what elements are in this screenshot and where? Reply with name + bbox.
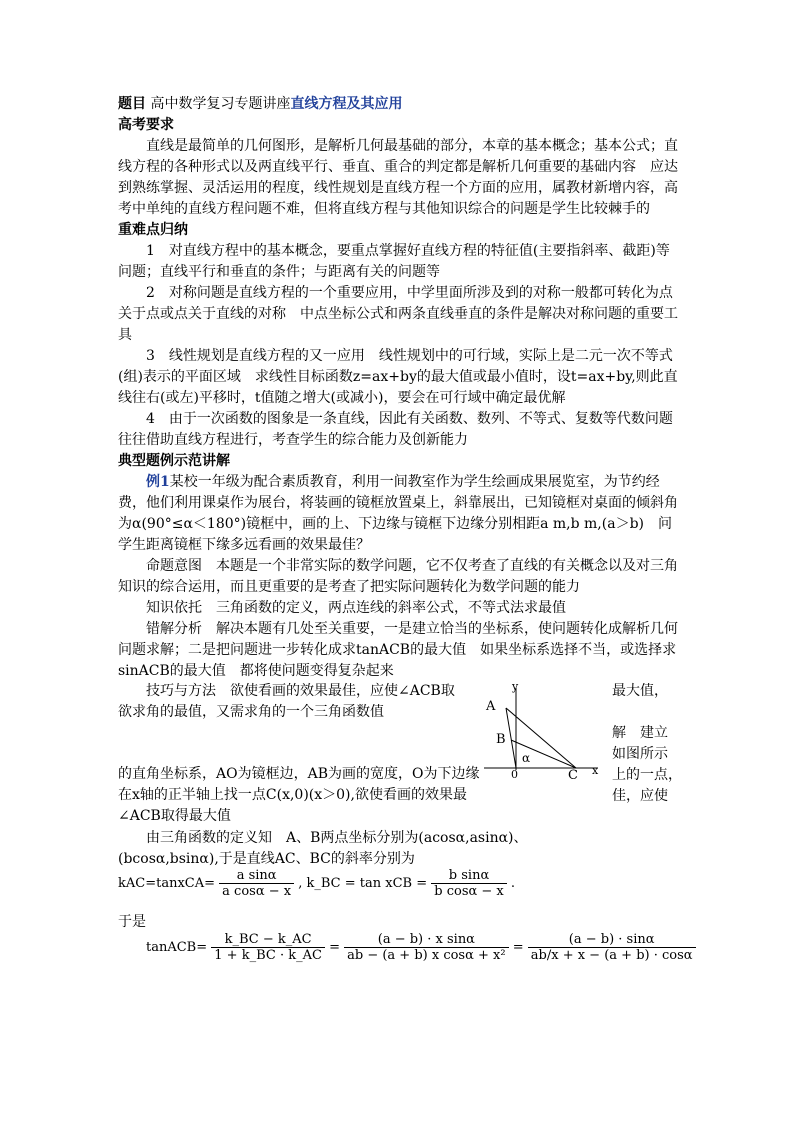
label-C: C (568, 768, 578, 780)
formula-end: . (510, 876, 516, 891)
label-y: y (512, 680, 519, 693)
formula-tan-eq-2: = (512, 940, 524, 955)
skill-paragraph-lower (118, 764, 488, 827)
right-column (612, 681, 682, 807)
right-line-2: 解 建立 (612, 725, 668, 741)
label-B: B (496, 732, 506, 747)
right-line-3: 如图所示 (612, 746, 668, 762)
yushi-text: 于是 (118, 914, 146, 930)
fraction-kbc-num: b sinα (431, 868, 507, 884)
right-line-1: 最大值， (612, 683, 668, 699)
title-label: 题目 (118, 96, 146, 112)
heading-requirements: 高考要求 (118, 117, 174, 133)
title-text: 高中数学复习专题讲座 (150, 96, 291, 112)
coordinate-figure (478, 680, 608, 780)
title-topic: 直线方程及其应用 (290, 96, 403, 112)
frame-edge-AO (506, 708, 516, 768)
error-paragraph: 错解分析 解决本题有几处至关重要，一是建立恰当的坐标系，使问题转化成解析几何问题求解；二是把问题进一步转化成求tanACB的最大值 如果坐标系选择不当，或选择求sinACB的最大值 都将使问题变得复杂起来 (118, 621, 678, 679)
key-point-3: 3 线性规划是直线方程的又一应用 线性规划中的可行域，实际上是二元一次不等式(组)表示的平面区域 求线性目标函数z=ax+by的最大值或最小值时，设t=ax+by,则此直线往右(或左)平移时，t值随之增大(或减小)，要会在可行域中确定最优解 (118, 348, 678, 406)
fraction-tan-2-num: (a − b) · x sinα (344, 932, 508, 948)
formula-kbc: , k_BC = tan xCB = (298, 876, 428, 891)
fraction-kac (219, 868, 294, 899)
label-x: x (592, 764, 599, 777)
document-page (118, 94, 678, 682)
title-line (118, 94, 678, 115)
fraction-tan-1-num: k_BC − k_AC (211, 932, 325, 948)
formula-kac: kAC=tanxCA= (118, 876, 216, 891)
fraction-tan-3-num: (a − b) · sinα (528, 932, 696, 948)
line-BC (511, 740, 576, 768)
formula-tan-lhs: tanACB= (146, 940, 208, 955)
skill-line-a: 技巧与方法 欲使看画的效果最佳，应使∠ACB取 (146, 683, 455, 699)
fraction-kac-den: a cosα − x (222, 884, 292, 899)
definition-line-a: 由三角函数的定义知 A、B两点坐标分别为(acosα,asinα)、 (146, 830, 528, 846)
skill-line-b: 欲求角的最值，又需求角的一个三角函数值 (118, 704, 384, 720)
formula-slopes (118, 868, 515, 899)
fraction-tan-3 (528, 932, 696, 963)
fraction-kac-num: a sinα (219, 868, 294, 884)
example-label: 例1 (146, 474, 170, 490)
definition-line-b: (bcosα,bsinα),于是直线AC、BC的斜率分别为 (118, 851, 415, 867)
fraction-tan-1-den: 1 + k_BC · k_AC (214, 948, 322, 963)
formula-tan (146, 932, 696, 963)
requirements-paragraph: 直线是最简单的几何图形，是解析几何最基础的部分，本章的基本概念；基本公式；直线方程的各种形式以及两直线平行、垂直、重合的判定都是解析几何重要的基础内容 应达到熟练掌握、灵活运用的程度，线性规划是直线方程一个方面的应用，属教材新增内容，高考中单纯的直线方程问题不难，但将直线方程与其他知识综合的问题是学生比较棘手的 (118, 138, 678, 217)
formula-tan-eq-1: = (329, 940, 340, 955)
fraction-tan-2 (344, 932, 508, 963)
skill-line-c: 的直角坐标系，AO为镜框边，AB为画的宽度，O为下边缘 (118, 766, 480, 782)
fraction-kbc (431, 868, 507, 899)
key-point-2: 2 对称问题是直线方程的一个重要应用，中学里面所涉及到的对称一般都可转化为点关于点或点关于直线的对称 中点坐标公式和两条直线垂直的条件是解决对称问题的重要工具 (118, 285, 678, 343)
key-point-1: 1 对直线方程中的基本概念，要重点掌握好直线方程的特征值(主要指斜率、截距)等问题；直线平行和垂直的条件；与距离有关的问题等 (118, 243, 670, 280)
key-point-4: 4 由于一次函数的图象是一条直线，因此有关函数、数列、不等式、复数等代数问题往往借助直线方程进行，考查学生的综合能力及创新能力 (118, 411, 673, 448)
skill-line-e: ∠ACB取得最大值 (118, 808, 231, 824)
fraction-tan-2-den: ab − (a + b) x cosα + x² (347, 948, 506, 963)
intent-paragraph: 命题意图 本题是一个非常实际的数学问题，它不仅考查了直线的有关概念以及对三角知识的综合运用，而且更重要的是考查了把实际问题转化为数学问题的能力 (118, 558, 678, 595)
fraction-tan-3-den: ab/x + x − (a + b) · cosα (530, 948, 693, 963)
fraction-tan-1 (211, 932, 325, 963)
label-A: A (486, 699, 496, 714)
label-alpha: α (522, 751, 531, 765)
right-line-4: 上的一点， (612, 767, 682, 783)
skill-paragraph (118, 681, 478, 723)
label-O: 0 (511, 768, 518, 780)
right-line-5: 佳，应使 (612, 788, 668, 804)
skill-line-d: 在x轴的正半轴上找一点C(x,0)(x＞0),欲使看画的效果最 (118, 787, 467, 803)
knowledge-paragraph: 知识依托 三角函数的定义，两点连线的斜率公式，不等式法求最值 (146, 600, 566, 616)
heading-examples: 典型题例示范讲解 (118, 453, 230, 469)
fraction-kbc-den: b cosα − x (434, 884, 504, 899)
example-1 (118, 472, 678, 556)
heading-key-points: 重难点归纳 (118, 222, 188, 238)
example-text: 某校一年级为配合素质教育，利用一间教室作为学生绘画成果展览室，为节约经费，他们利用课桌作为展台，将装画的镜框放置桌上，斜靠展出，已知镜框对桌面的倾斜角为α(90°≤α＜180°)镜框中，画的上、下边缘与镜框下边缘分别相距a m,b m,(a＞b) 问学生距离镜框下缘多远看画的效果最佳？ (118, 474, 678, 553)
